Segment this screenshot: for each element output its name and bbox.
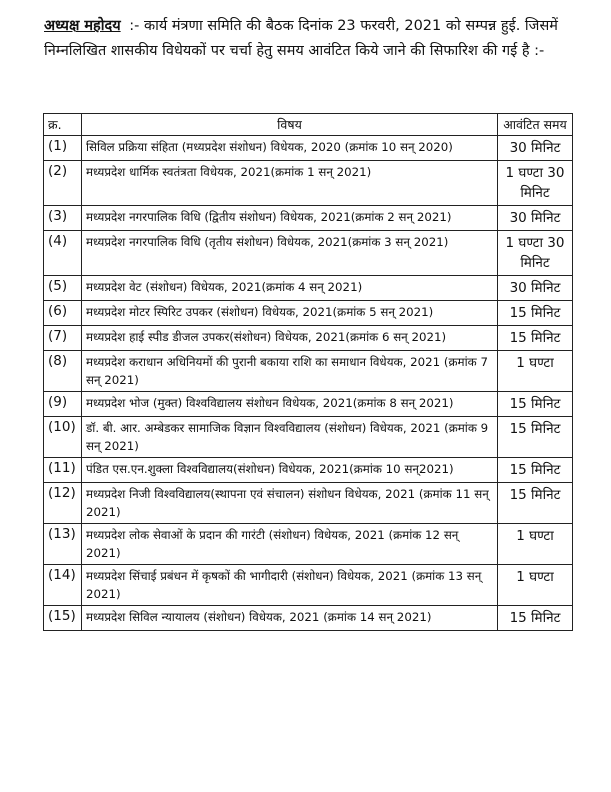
table-row <box>44 524 573 565</box>
intro-paragraph <box>44 14 584 64</box>
time-cell: 1 घण्टा <box>498 524 573 565</box>
serial-cell: (8) <box>44 351 82 392</box>
time-cell: 30 मिनिट <box>498 276 573 301</box>
serial-cell: (1) <box>44 136 82 161</box>
subject-cell: मध्यप्रदेश नगरपालिक विधि (द्वितीय संशोधन) विधेयक, 2021(क्रमांक 2 सन् 2021) <box>82 206 498 231</box>
time-cell: 15 मिनिट <box>498 483 573 524</box>
subject-cell: पंडित एस.एन.शुक्ला विश्वविद्यालय(संशोधन) विधेयक, 2021(क्रमांक 10 सन्2021) <box>82 458 498 483</box>
subject-cell: मध्यप्रदेश लोक सेवाओं के प्रदान की गारंटी (संशोधन) विधेयक, 2021 (क्रमांक 12 सन् 2021) <box>82 524 498 565</box>
subject-cell: मध्यप्रदेश हाई स्पीड डीजल उपकर(संशोधन) विधेयक, 2021(क्रमांक 6 सन् 2021) <box>82 326 498 351</box>
serial-cell: (14) <box>44 565 82 606</box>
time-cell: 1 घण्टा <box>498 351 573 392</box>
subject-cell: मध्यप्रदेश सिविल न्यायालय (संशोधन) विधेयक, 2021 (क्रमांक 14 सन् 2021) <box>82 606 498 631</box>
serial-cell: (15) <box>44 606 82 631</box>
time-cell: 1 घण्टा <box>498 565 573 606</box>
serial-cell: (2) <box>44 161 82 206</box>
serial-cell: (4) <box>44 231 82 276</box>
intro-text: :- कार्य मंत्रणा समिति की बैठक दिनांक 23 फरवरी, 2021 को सम्पन्न हुई. जिसमें निम्नलिखित शासकीय विधेयकों पर चर्चा हेतु समय आवंटित किये जाने की सिफारिश की गई है :- <box>44 18 558 59</box>
table-row <box>44 392 573 417</box>
table-row <box>44 606 573 631</box>
time-cell: 15 मिनिट <box>498 301 573 326</box>
time-cell: 30 मिनिट <box>498 136 573 161</box>
subject-cell: मध्यप्रदेश नगरपालिक विधि (तृतीय संशोधन) विधेयक, 2021(क्रमांक 3 सन् 2021) <box>82 231 498 276</box>
time-cell: 15 मिनिट <box>498 326 573 351</box>
table-row <box>44 326 573 351</box>
subject-cell: मध्यप्रदेश मोटर स्पिरिट उपकर (संशोधन) विधेयक, 2021(क्रमांक 5 सन् 2021) <box>82 301 498 326</box>
serial-cell: (3) <box>44 206 82 231</box>
serial-cell: (5) <box>44 276 82 301</box>
header-serial: क्र. <box>44 114 82 136</box>
subject-cell: मध्यप्रदेश निजी विश्वविद्यालय(स्थापना एवं संचालन) संशोधन विधेयक, 2021 (क्रमांक 11 सन् 2021) <box>82 483 498 524</box>
table-row <box>44 458 573 483</box>
header-allotted-time: आवंटित समय <box>498 114 573 136</box>
subject-cell: मध्यप्रदेश वेट (संशोधन) विधेयक, 2021(क्रमांक 4 सन् 2021) <box>82 276 498 301</box>
subject-cell: मध्यप्रदेश भोज (मुक्त) विश्वविद्यालय संशोधन विधेयक, 2021(क्रमांक 8 सन् 2021) <box>82 392 498 417</box>
time-cell: 15 मिनिट <box>498 606 573 631</box>
table-row <box>44 565 573 606</box>
speaker-label: अध्यक्ष महोदय <box>44 18 121 34</box>
bills-time-table <box>43 113 573 631</box>
time-cell: 1 घण्टा 30 मिनिट <box>498 161 573 206</box>
subject-cell: सिविल प्रक्रिया संहिता (मध्यप्रदेश संशोधन) विधेयक, 2020 (क्रमांक 10 सन् 2020) <box>82 136 498 161</box>
table-row <box>44 351 573 392</box>
table-row <box>44 231 573 276</box>
table-row <box>44 276 573 301</box>
table-header-row <box>44 114 573 136</box>
table-row <box>44 206 573 231</box>
serial-cell: (13) <box>44 524 82 565</box>
table-row <box>44 161 573 206</box>
header-subject: विषय <box>82 114 498 136</box>
table-body <box>44 136 573 631</box>
subject-cell: मध्यप्रदेश सिंचाई प्रबंधन में कृषकों की भागीदारी (संशोधन) विधेयक, 2021 (क्रमांक 13 सन् 2021) <box>82 565 498 606</box>
table-row <box>44 301 573 326</box>
subject-cell: मध्यप्रदेश धार्मिक स्वतंत्रता विधेयक, 2021(क्रमांक 1 सन् 2021) <box>82 161 498 206</box>
subject-cell: डॉ. बी. आर. अम्बेडकर सामाजिक विज्ञान विश्वविद्यालय (संशोधन) विधेयक, 2021 (क्रमांक 9 सन् 2021) <box>82 417 498 458</box>
time-cell: 15 मिनिट <box>498 458 573 483</box>
serial-cell: (9) <box>44 392 82 417</box>
serial-cell: (12) <box>44 483 82 524</box>
table-row <box>44 417 573 458</box>
time-cell: 15 मिनिट <box>498 392 573 417</box>
table-row <box>44 136 573 161</box>
serial-cell: (10) <box>44 417 82 458</box>
time-cell: 30 मिनिट <box>498 206 573 231</box>
subject-cell: मध्यप्रदेश कराधान अधिनियमों की पुरानी बकाया राशि का समाधान विधेयक, 2021 (क्रमांक 7 सन् 2021) <box>82 351 498 392</box>
serial-cell: (11) <box>44 458 82 483</box>
serial-cell: (6) <box>44 301 82 326</box>
time-cell: 1 घण्टा 30 मिनिट <box>498 231 573 276</box>
time-cell: 15 मिनिट <box>498 417 573 458</box>
serial-cell: (7) <box>44 326 82 351</box>
table-row <box>44 483 573 524</box>
